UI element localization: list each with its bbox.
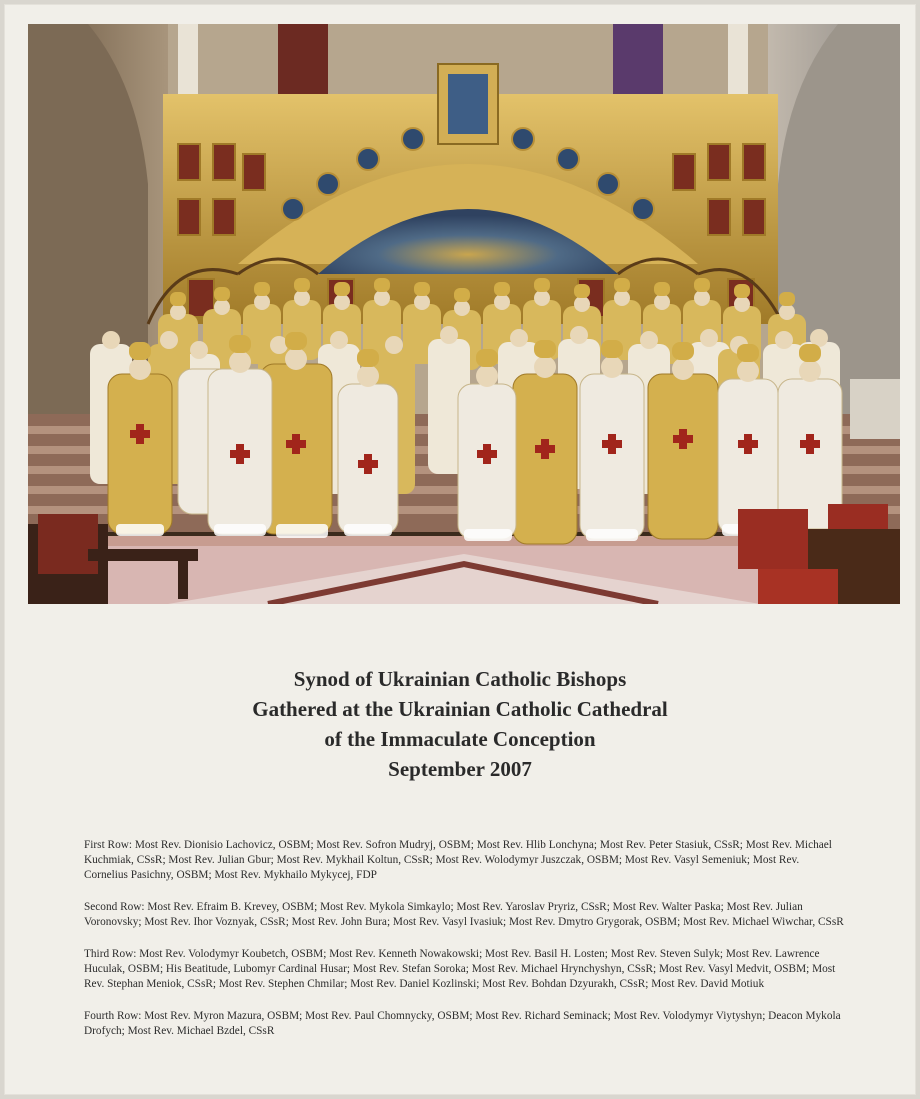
cathedral-scene (28, 24, 900, 604)
fourth-row-names: Fourth Row: Most Rev. Myron Mazura, OSBM; Most Rev. Paul Chomnycky, OSBM; Most Rev. Richard Seminack; Most Rev. Volodymyr Viytyshyn; Deacon Mykola Drofych; Most Rev. Michael Bzdel, CSsR (84, 1010, 841, 1037)
photo-caption (4, 664, 916, 784)
first-row-names: First Row: Most Rev. Dionisio Lachovicz, OSBM; Most Rev. Sofron Mudryj, OSBM; Most Rev. Hlib Lonchyna; Most Rev. Peter Stasiuk, CSsR; Most Rev. Michael Kuchmiak, CSsR; Most Rev. Julian Gbur; Most Rev. Mykhail Koltun, CSsR; Most Rev. Wolodymyr Juszczak, OSBM; Most Rev. Vasyl Semeniuk; Most Rev. Cornelius Pasichny, OSBM; Most Rev. Mykhailo Mykycej, FDP (84, 839, 832, 881)
name-list (84, 838, 844, 1056)
caption-line-1: Synod of Ukrainian Catholic Bishops (293, 667, 627, 691)
group-photograph (28, 24, 900, 604)
second-row-names: Second Row: Most Rev. Efraim B. Krevey, OSBM; Most Rev. Mykola Simkaylo; Most Rev. Yaroslav Pryriz, CSsR; Most Rev. Walter Paska; Most Rev. Julian Voronovsky; Most Rev. Ihor Voznyak, CSsR; Most Rev. John Bura; Most Rev. Vasyl Ivasiuk; Most Rev. Dmytro Grygorak, OSBM; Most Rev. Michael Wiwchar, CSsR (84, 901, 844, 928)
photo-mat (4, 4, 916, 1095)
caption-line-3: of the Immaculate Conception (324, 727, 596, 751)
third-row-names: Third Row: Most Rev. Volodymyr Koubetch, OSBM; Most Rev. Kenneth Nowakowski; Most Rev. Basil H. Losten; Most Rev. Steven Sulyk; Most Rev. Lawrence Huculak, OSBM; His Beatitude, Lubomyr Cardinal Husar; Most Rev. Stefan Soroka; Most Rev. Michael Hrynchyshyn, CSsR; Most Rev. Vasyl Medvit, OSBM; Most Rev. Stephan Meniok, CSsR; Most Rev. Stephen Chmilar; Most Rev. Daniel Kozlinski; Most Rev. Bohdan Dzyurakh, CSsR; Most Rev. David Motiuk (84, 948, 836, 990)
caption-date: September 2007 (388, 757, 532, 781)
caption-line-2: Gathered at the Ukrainian Catholic Cathedral (252, 697, 668, 721)
